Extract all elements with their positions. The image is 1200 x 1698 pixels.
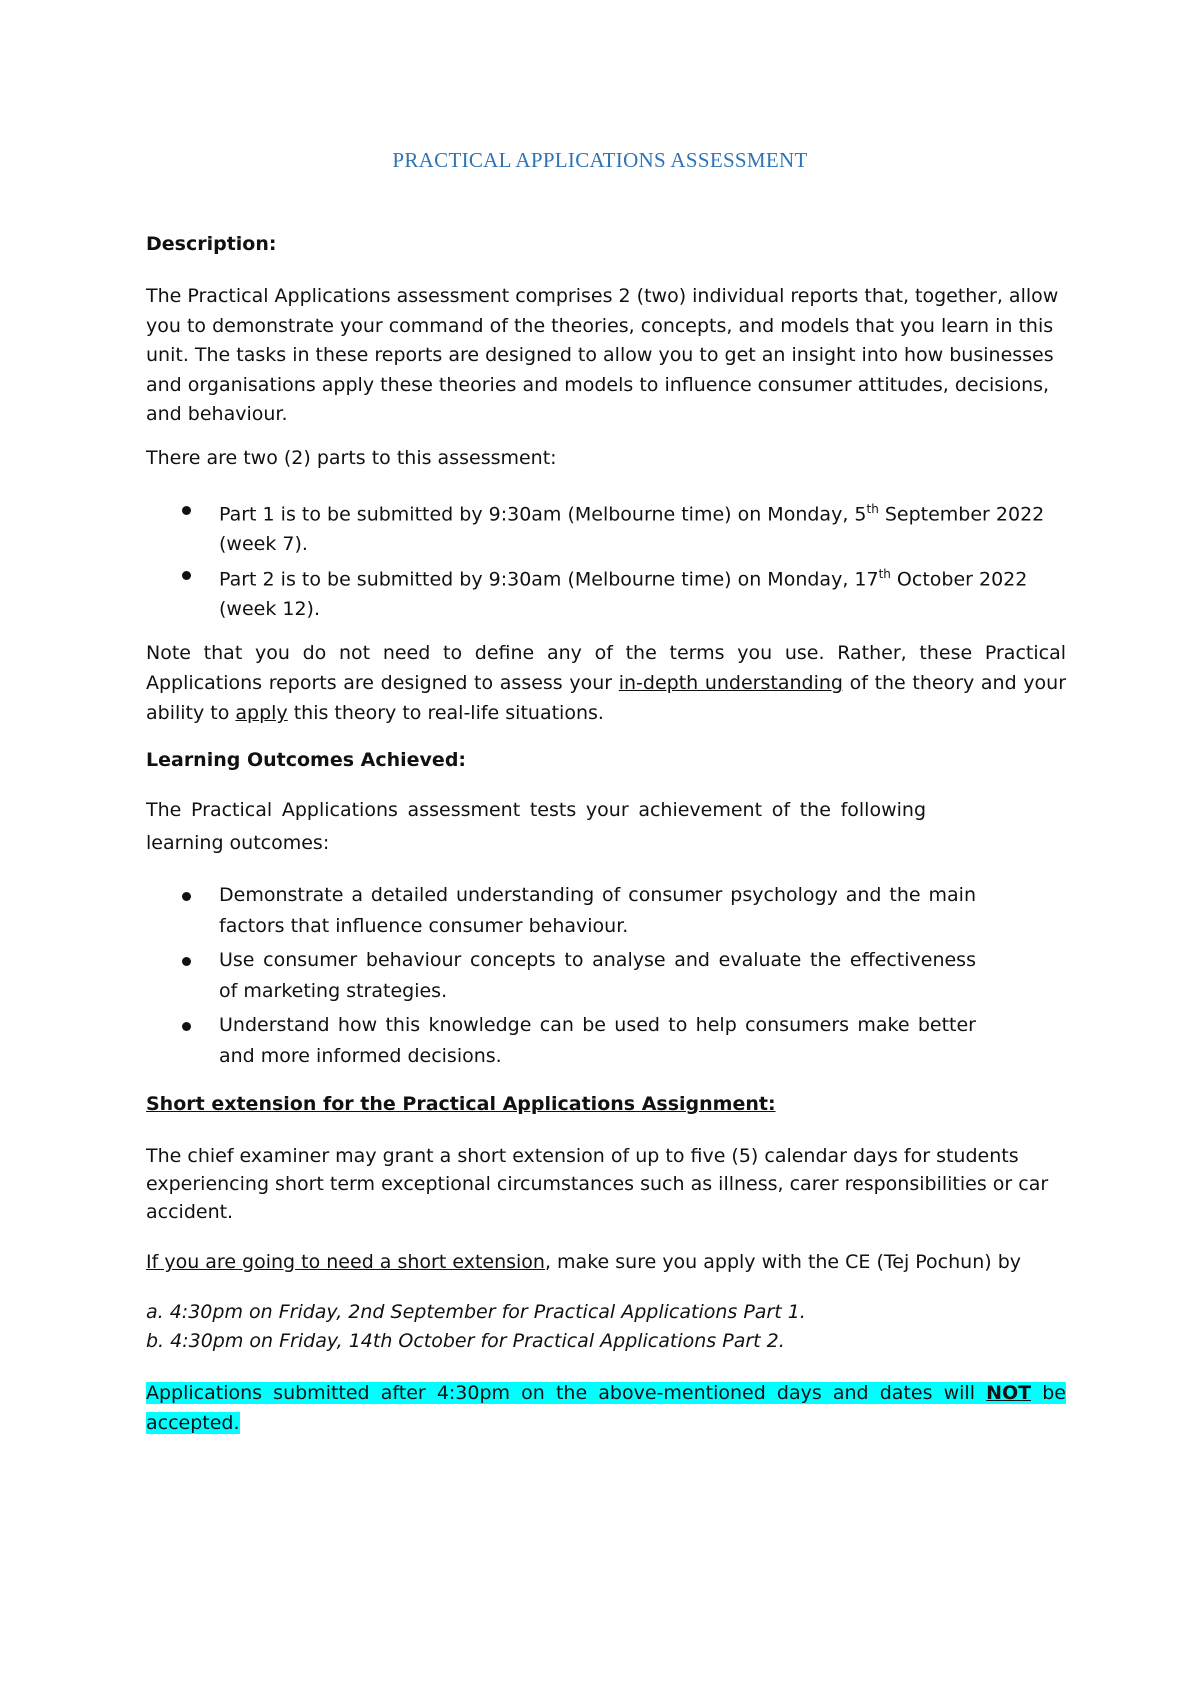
note-text-3: this theory to real-life situations. bbox=[287, 702, 604, 725]
apply-rest: , make sure you apply with the CE (Tej Pochun) by bbox=[544, 1251, 1022, 1274]
list-item bbox=[146, 494, 1066, 559]
warning-text-2: be accepted. bbox=[146, 1382, 1066, 1435]
outcome-2-text: Use consumer behaviour concepts to analyse and evaluate the effectiveness of marketing strategies. bbox=[219, 949, 976, 1003]
outcome-3-text: Understand how this knowledge can be used to help consumers make better and more informed decisions. bbox=[219, 1014, 976, 1068]
part-2-sup: th bbox=[878, 566, 891, 581]
bullet-icon bbox=[182, 1022, 191, 1031]
warning-paragraph bbox=[146, 1378, 1066, 1438]
extension-paragraph: The chief examiner may grant a short extension of up to five (5) calendar days for students experiencing short term exceptional circumstances such as illness, carer responsibilities or car accident. bbox=[146, 1145, 1049, 1224]
part-2-text: Part 2 is to be submitted by 9:30am (Melbourne time) on Monday, 17 bbox=[219, 568, 879, 591]
description-heading: Description: bbox=[146, 233, 277, 255]
outcomes-intro: The Practical Applications assessment tests your achievement of the following learning outcomes: bbox=[146, 799, 926, 855]
part-1-text: Part 1 is to be submitted by 9:30am (Melbourne time) on Monday, 5 bbox=[219, 502, 867, 525]
part-1-text-end: September 2022 (week 7). bbox=[219, 502, 1045, 555]
list-item bbox=[146, 880, 976, 942]
bullet-icon bbox=[182, 957, 191, 966]
extension-heading: Short extension for the Practical Applications Assignment: bbox=[146, 1093, 776, 1116]
outcomes-heading: Learning Outcomes Achieved: bbox=[146, 749, 467, 772]
document-title: PRACTICAL APPLICATIONS ASSESSMENT bbox=[392, 148, 808, 172]
bullet-icon bbox=[182, 571, 191, 580]
note-text-2: of the theory and your ability to bbox=[146, 672, 1067, 725]
list-item bbox=[146, 559, 1066, 624]
note-underline-understanding: in-depth understanding bbox=[618, 672, 843, 695]
note-text-1: Note that you do not need to define any of the terms you use. Rather, these Practical Applications reports are designed to assess your bbox=[146, 642, 1066, 695]
bullet-icon bbox=[182, 506, 191, 515]
part-2-text-end: October 2022 (week 12). bbox=[219, 568, 1028, 621]
note-underline-apply: apply bbox=[235, 702, 288, 725]
description-paragraph: The Practical Applications assessment comprises 2 (two) individual reports that, together, allow you to demonstrate your command of the theories, concepts, and models that you learn in this unit. The tasks in these reports are designed to allow you to get an insight into how businesses and organisations apply these theories and models to influence consumer attitudes, decisions, and behaviour. bbox=[146, 285, 1059, 425]
part-1-sup: th bbox=[866, 501, 879, 516]
bullet-icon bbox=[182, 892, 191, 901]
outcome-1-text: Demonstrate a detailed understanding of consumer psychology and the main factors that influence consumer behaviour. bbox=[219, 884, 976, 938]
note-paragraph bbox=[146, 638, 1066, 728]
outcomes-list bbox=[146, 880, 1066, 1072]
parts-intro: There are two (2) parts to this assessment: bbox=[146, 446, 557, 469]
warning-emphasis: NOT bbox=[986, 1382, 1032, 1405]
deadline-a: a. 4:30pm on Friday, 2nd September for Practical Applications Part 1. bbox=[146, 1301, 806, 1324]
parts-list bbox=[146, 494, 1066, 625]
list-item bbox=[146, 1010, 976, 1072]
deadline-b: b. 4:30pm on Friday, 14th October for Practical Applications Part 2. bbox=[146, 1330, 785, 1353]
document-body bbox=[146, 228, 1066, 1438]
list-item bbox=[146, 945, 976, 1007]
warning-text-1: Applications submitted after 4:30pm on the above-mentioned days and dates will bbox=[146, 1382, 987, 1405]
apply-paragraph bbox=[146, 1246, 1066, 1278]
apply-underline: If you are going to need a short extension bbox=[146, 1251, 545, 1274]
